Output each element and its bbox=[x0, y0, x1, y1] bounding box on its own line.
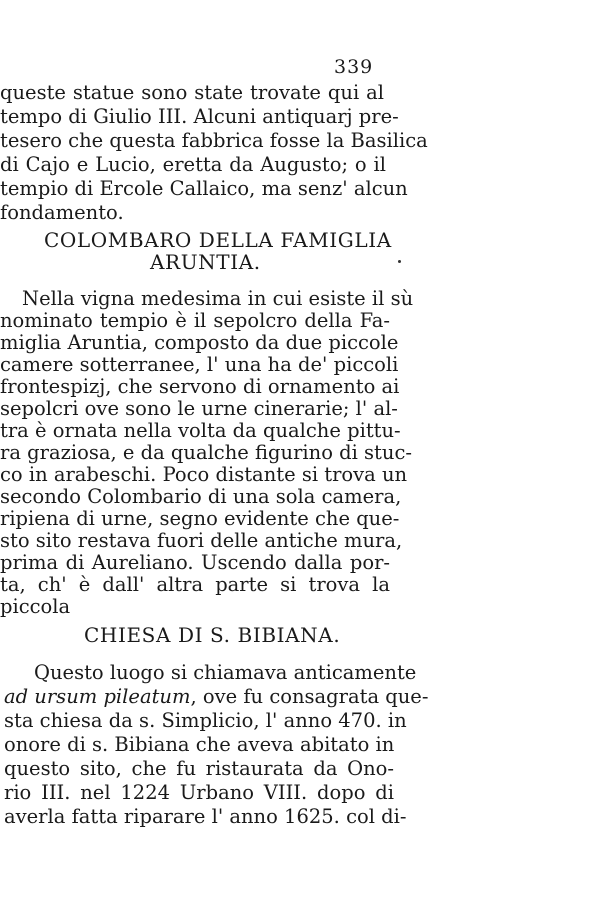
text-line: ra graziosa, e da qualche figurino di stuc- bbox=[0, 441, 412, 464]
text-line: tesero che questa fabbrica fosse la Basilica bbox=[0, 129, 428, 152]
text-line: miglia Aruntia, composto da due piccole bbox=[0, 331, 399, 354]
page-number: 339 bbox=[334, 56, 374, 78]
text-line: piccola bbox=[0, 595, 71, 618]
latin-phrase: ad ursum pileatum bbox=[4, 685, 191, 708]
text-line: ta, ch' è dall' altra parte si trova la bbox=[0, 573, 390, 596]
section-heading-colombaro-line2: ARUNTIA. bbox=[150, 250, 261, 274]
text-line: fondamento. bbox=[0, 201, 124, 224]
ink-speck bbox=[398, 260, 401, 263]
text-line: di Cajo e Lucio, eretta da Augusto; o il bbox=[0, 153, 386, 176]
text-line: Nella vigna medesima in cui esiste il sù bbox=[22, 287, 414, 310]
text-line: camere sotterranee, l' una ha de' piccoli bbox=[0, 353, 399, 376]
text-line: frontespizj, che servono di ornamento ai bbox=[0, 375, 400, 398]
text-line: Questo luogo si chiamava anticamente bbox=[34, 661, 417, 684]
text-line: averla fatta riparare l' anno 1625. col di- bbox=[4, 805, 407, 828]
text-line: tempio di Ercole Callaico, ma senz' alcun bbox=[0, 177, 408, 200]
text-line: sepolcri ove sono le urne cinerarie; l' al- bbox=[0, 397, 398, 420]
text-line: queste statue sono state trovate qui al bbox=[0, 81, 384, 104]
text-line: questo sito, che fu ristaurata da Ono- bbox=[4, 757, 394, 780]
text-fragment: , ove fu consagrata que- bbox=[190, 685, 429, 708]
section-heading-bibiana: CHIESA DI S. BIBIANA. bbox=[84, 623, 341, 647]
text-line: sto sito restava fuori delle antiche mura, bbox=[0, 529, 403, 552]
text-line: ripiena di urne, segno evidente che que- bbox=[0, 507, 400, 530]
text-line: sta chiesa da s. Simplicio, l' anno 470. in bbox=[4, 709, 407, 732]
text-line bbox=[4, 684, 429, 710]
text-line: tra è ornata nella volta da qualche pittu- bbox=[0, 419, 401, 442]
section-heading-colombaro-line1: COLOMBARO DELLA FAMIGLIA bbox=[44, 228, 392, 252]
text-line: tempo di Giulio III. Alcuni antiquarj pre- bbox=[0, 105, 399, 128]
text-line: secondo Colombario di una sola camera, bbox=[0, 485, 402, 508]
text-line: co in arabeschi. Poco distante si trova un bbox=[0, 463, 408, 486]
text-line: rio III. nel 1224 Urbano VIII. dopo di bbox=[4, 781, 394, 804]
text-line: prima di Aureliano. Uscendo dalla por- bbox=[0, 551, 390, 574]
text-line: nominato tempio è il sepolcro della Fa- bbox=[0, 309, 390, 332]
text-line: onore di s. Bibiana che aveva abitato in bbox=[4, 733, 395, 756]
